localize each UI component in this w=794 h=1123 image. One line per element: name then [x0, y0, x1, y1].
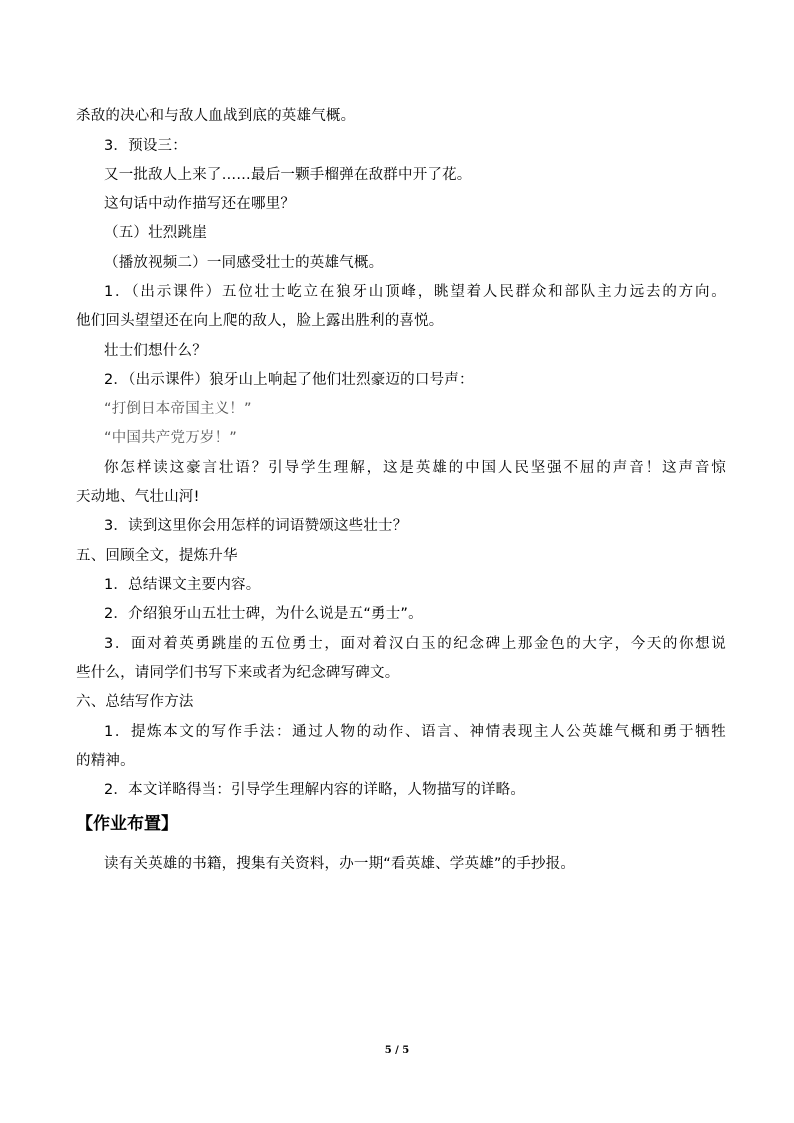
paragraph-line: 他们回头望望还在向上爬的敌人，脸上露出胜利的喜悦。: [76, 313, 444, 329]
paragraph-line: 1．总结课文主要内容。: [104, 577, 261, 593]
subheading: （五）壮烈跳崖: [104, 225, 207, 241]
paragraph-line: 这句话中动作描写还在哪里？: [104, 196, 296, 212]
paragraph-line: 3．面对着英勇跳崖的五位勇士，面对着汉白玉的纪念碑上那金色的大字，今天的你想说: [104, 636, 726, 652]
paragraph-line: 天动地、气壮山河!: [76, 489, 200, 505]
paragraph-line: 些什么，请同学们书写下来或者为纪念碑写碑文。: [76, 665, 400, 681]
paragraph-line: （播放视频二）一同感受壮士的英雄气概。: [104, 255, 384, 271]
paragraph-line: 1．（出示课件）五位壮士屹立在狼牙山顶峰，眺望着人民群众和部队主力远去的方向。: [104, 284, 726, 300]
paragraph-line: 2．（出示课件）狼牙山上响起了他们壮烈豪迈的口号声：: [104, 372, 474, 388]
paragraph-line: 壮士们想什么？: [104, 343, 207, 359]
section-heading: 六、总结写作方法: [76, 694, 194, 710]
paragraph-line: 又一批敌人上来了……最后一颗手榴弹在敌群中开了花。: [104, 167, 472, 183]
paragraph-line: 的精神。: [76, 753, 135, 769]
paragraph-line: 3．读到这里你会用怎样的词语赞颂这些壮士？: [104, 518, 408, 534]
quote-line: “打倒日本帝国主义！”: [104, 401, 252, 417]
paragraph-line: 1．提炼本文的写作手法：通过人物的动作、语言、神情表现主人公英雄气概和勇于牺牲: [104, 724, 726, 740]
paragraph-line: 杀敌的决心和与敌人血战到底的英雄气概。: [76, 108, 356, 124]
homework-text: 读有关英雄的书籍，搜集有关资料，办一期“看英雄、学英雄”的手抄报。: [104, 856, 576, 872]
paragraph-line: 你怎样读这豪言壮语？引导学生理解，这是英雄的中国人民坚强不屈的声音！这声音惊: [104, 460, 726, 476]
page-number: 5 / 5: [384, 1045, 410, 1056]
paragraph-line: 2．介绍狼牙山五壮士碑，为什么说是五“勇士”。: [104, 606, 423, 622]
quote-line: “中国共产党万岁！”: [104, 430, 238, 446]
homework-title: 【作业布置】: [76, 814, 178, 834]
paragraph-line: 2．本文详略得当：引导学生理解内容的详略，人物描写的详略。: [104, 782, 526, 798]
section-heading: 五、回顾全文，提炼升华: [76, 548, 238, 564]
paragraph-line: 3．预设三：: [104, 138, 187, 154]
